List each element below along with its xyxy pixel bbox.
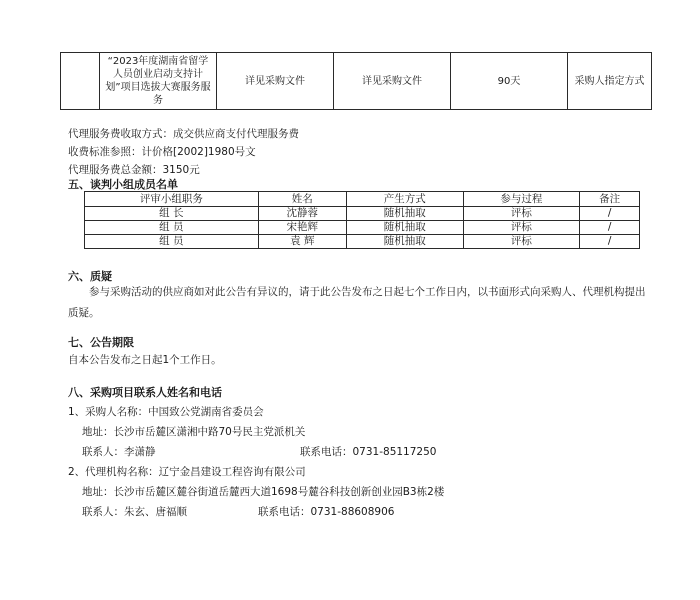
table-cell: 评标: [463, 235, 580, 249]
agency-name: 2、代理机构名称：辽宁金昌建设工程咨询有限公司: [68, 466, 306, 478]
purchaser-name: 1、采购人名称：中国致公党湖南省委员会: [68, 406, 264, 418]
column-header: 参与过程: [463, 192, 580, 207]
section-heading: 五、谈判小组成员名单: [68, 178, 178, 191]
agency-address: 地址：长沙市岳麓区麓谷街道岳麓西大道1698号麓谷科技创新创业园B3栋2楼: [82, 486, 445, 498]
table-cell: 组 员: [85, 235, 259, 249]
table-row: [85, 235, 640, 249]
table-cell: 采购人指定方式: [568, 53, 652, 110]
table-cell: 组 长: [85, 207, 259, 221]
section-heading: 八、采购项目联系人姓名和电话: [68, 386, 222, 399]
table-cell: /: [580, 221, 640, 235]
table-row: [85, 207, 640, 221]
panel-members-table: [84, 191, 640, 249]
table-cell: 评标: [463, 207, 580, 221]
table-cell: 组 员: [85, 221, 259, 235]
table-cell: 详见采购文件: [334, 53, 451, 110]
agency-fee-total: 代理服务费总金额：3150元: [68, 164, 200, 176]
column-header: 产生方式: [346, 192, 463, 207]
agency-fee-standard: 收费标准参照：计价格[2002]1980号文: [68, 146, 256, 158]
table-cell: 袁 辉: [258, 235, 346, 249]
purchaser-address: 地址：长沙市岳麓区潇湘中路70号民主党派机关: [82, 426, 306, 438]
table-cell: 沈静蓉: [258, 207, 346, 221]
column-header: 评审小组职务: [85, 192, 259, 207]
table-cell: 评标: [463, 221, 580, 235]
table-cell: 详见采购文件: [217, 53, 334, 110]
table-cell: 90天: [451, 53, 568, 110]
table-cell: 宋艳辉: [258, 221, 346, 235]
table-cell: 随机抽取: [346, 235, 463, 249]
table-cell: “2023年度湖南省留学人员创业启动支持计划”项目选拔大赛服务服务: [100, 53, 217, 110]
column-header: 备注: [580, 192, 640, 207]
table-cell: /: [580, 235, 640, 249]
column-header: 姓名: [258, 192, 346, 207]
objection-paragraph: 参与采购活动的供应商如对此公告有异议的，请于此公告发布之日起七个工作日内，以书面形式向采购人、代理机构提出质疑。: [68, 286, 646, 319]
table-cell: 随机抽取: [346, 207, 463, 221]
table-cell: 随机抽取: [346, 221, 463, 235]
announcement-period-text: 自本公告发布之日起1个工作日。: [68, 354, 222, 366]
table-header-row: [85, 192, 640, 207]
table-cell: [61, 53, 100, 110]
section-heading: 七、公告期限: [68, 336, 134, 349]
agency-fee-method: 代理服务费收取方式：成交供应商支付代理服务费: [68, 128, 299, 140]
table-row: [85, 221, 640, 235]
agency-contact: 联系人：朱玄、唐福顺: [82, 506, 187, 518]
service-table: [60, 52, 652, 110]
section-heading: 六、质疑: [68, 270, 112, 283]
table-cell: /: [580, 207, 640, 221]
table-row: [61, 53, 652, 110]
agency-phone: 联系电话：0731-88608906: [258, 506, 395, 518]
purchaser-phone: 联系电话：0731-85117250: [300, 446, 437, 458]
purchaser-contact: 联系人：李潇静: [82, 446, 156, 458]
